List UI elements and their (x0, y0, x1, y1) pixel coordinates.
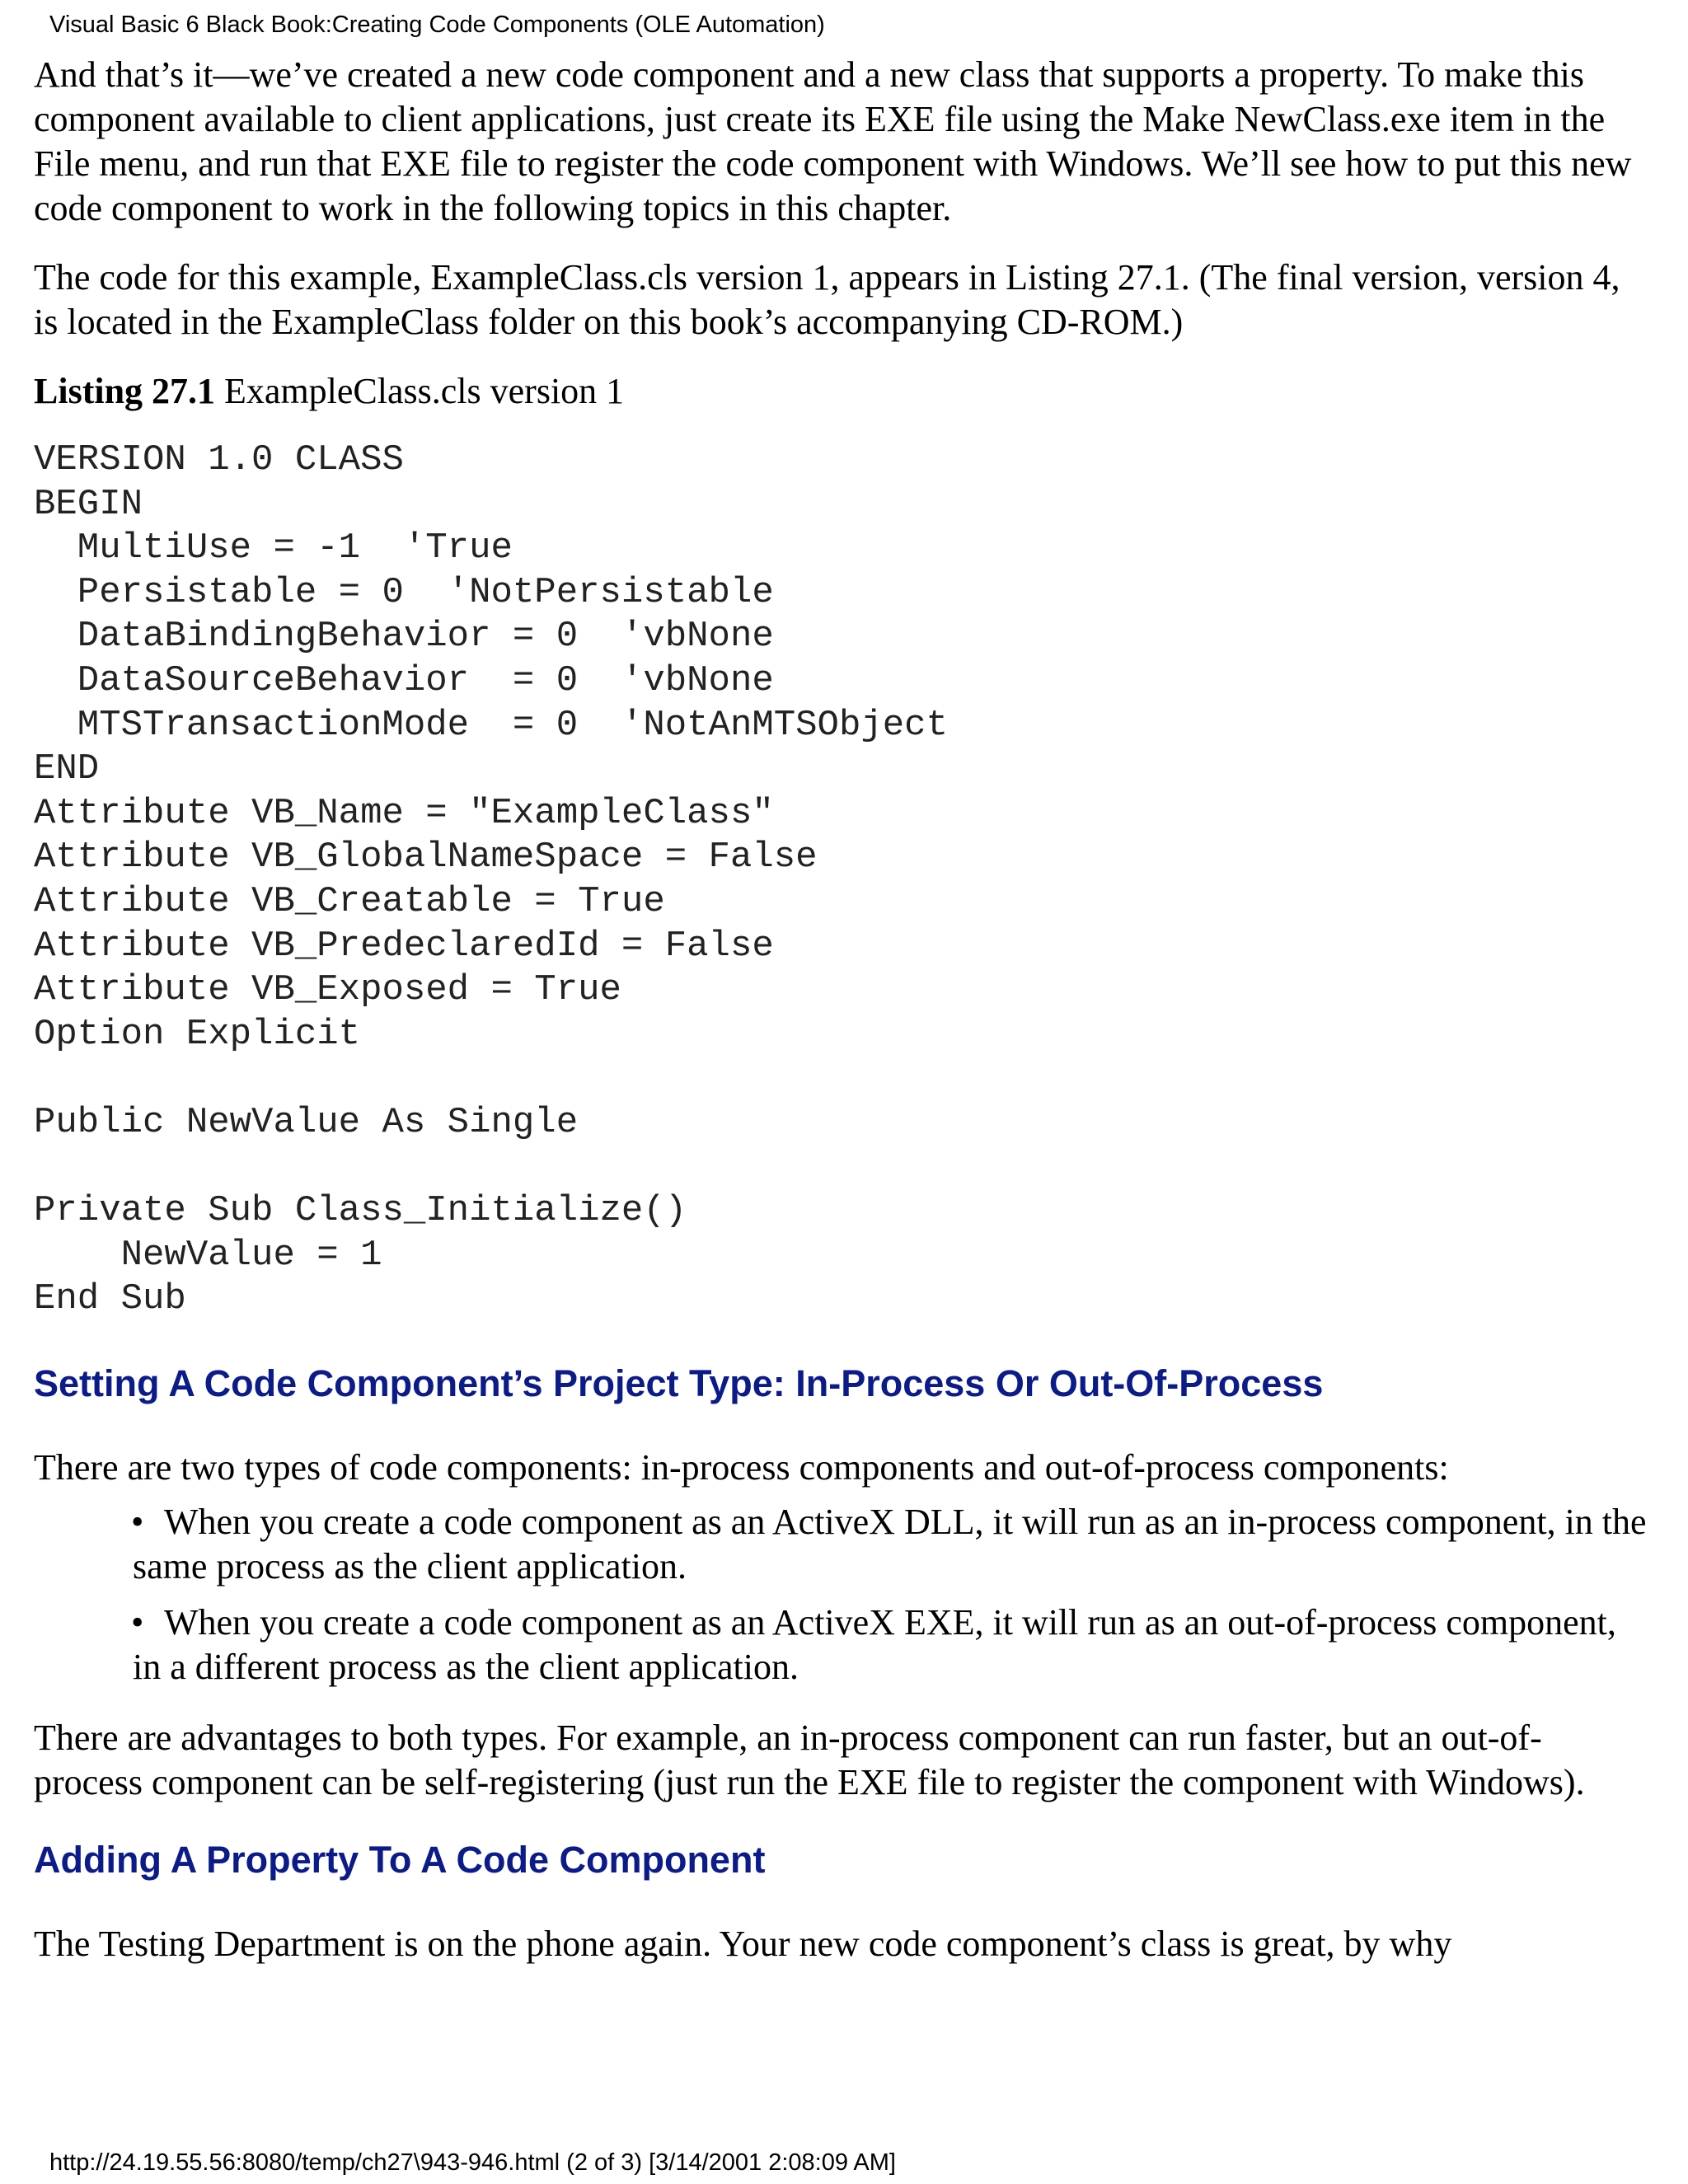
intro-paragraph: And that’s it—we’ve created a new code component and a new class that supports a property. To make this component available to client applications, just create its EXE file using the Make NewClass.exe item in the File menu, and run that EXE file to register the code component with Windows. We’ll see how to put this new code component to work in the following topics in this chapter. (34, 54, 1632, 228)
listing-title: ExampleClass.cls version 1 (215, 371, 625, 411)
section-heading-project-type: Setting A Code Component’s Project Type: In-Process Or Out-Of-Process (34, 1361, 1324, 1404)
advantages-paragraph: There are advantages to both types. For example, an in-process component can run faster, but an out-of-process component can be self-registering (just run the EXE file to register the component with Windows). (34, 1717, 1585, 1802)
bullet-icon: • (131, 1601, 144, 1643)
listing-reference-paragraph: The code for this example, ExampleClass.cls version 1, appears in Listing 27.1. (The final version, version 4, is located in the ExampleClass folder on this book’s accompanying CD-ROM.) (34, 257, 1620, 342)
component-types-paragraph: There are two types of code components: in-process components and out-of-process components: (34, 1446, 1449, 1488)
list-item (133, 1500, 1649, 1589)
page-header: Visual Basic 6 Black Book:Creating Code Components (OLE Automation) (49, 12, 825, 38)
listing-label: Listing 27.1 (34, 371, 216, 411)
list-item (133, 1601, 1649, 1690)
list-item-text: When you create a code component as an ActiveX DLL, it will run as an in-process component, in the same process as the client application. (133, 1501, 1647, 1586)
section-heading-adding-property: Adding A Property To A Code Component (34, 1838, 766, 1881)
bullet-icon: • (131, 1501, 144, 1542)
testing-department-paragraph: The Testing Department is on the phone again. Your new code component’s class is great, by why (34, 1923, 1452, 1964)
list-item-text: When you create a code component as an ActiveX EXE, it will run as an out-of-process component, in a different process as the client application. (133, 1601, 1616, 1687)
listing-caption (34, 369, 1649, 414)
page-footer-url: http://24.19.55.56:8080/temp/ch27\943-946.html (2 of 3) [3/14/2001 2:08:09 AM] (49, 2149, 896, 2176)
component-types-list (133, 1500, 1649, 1690)
document-body (34, 53, 1649, 1991)
code-listing: VERSION 1.0 CLASS BEGIN MultiUse = -1 'True Persistable = 0 'NotPersistable DataBindingBehavior = 0 'vbNone DataSourceBehavior = 0 'vbNone MTSTransactionMode = 0 'NotAnMTSObject END Attribute VB_Name = "ExampleClass" Attribute VB_GlobalNameSpace = False Attribute VB_Creatable = True Attribute VB_PredeclaredId = False Attribute VB_Exposed = True Option Explicit Public NewValue As Single Private Sub Class_Initialize() NewValue = 1 End Sub (34, 439, 948, 1320)
